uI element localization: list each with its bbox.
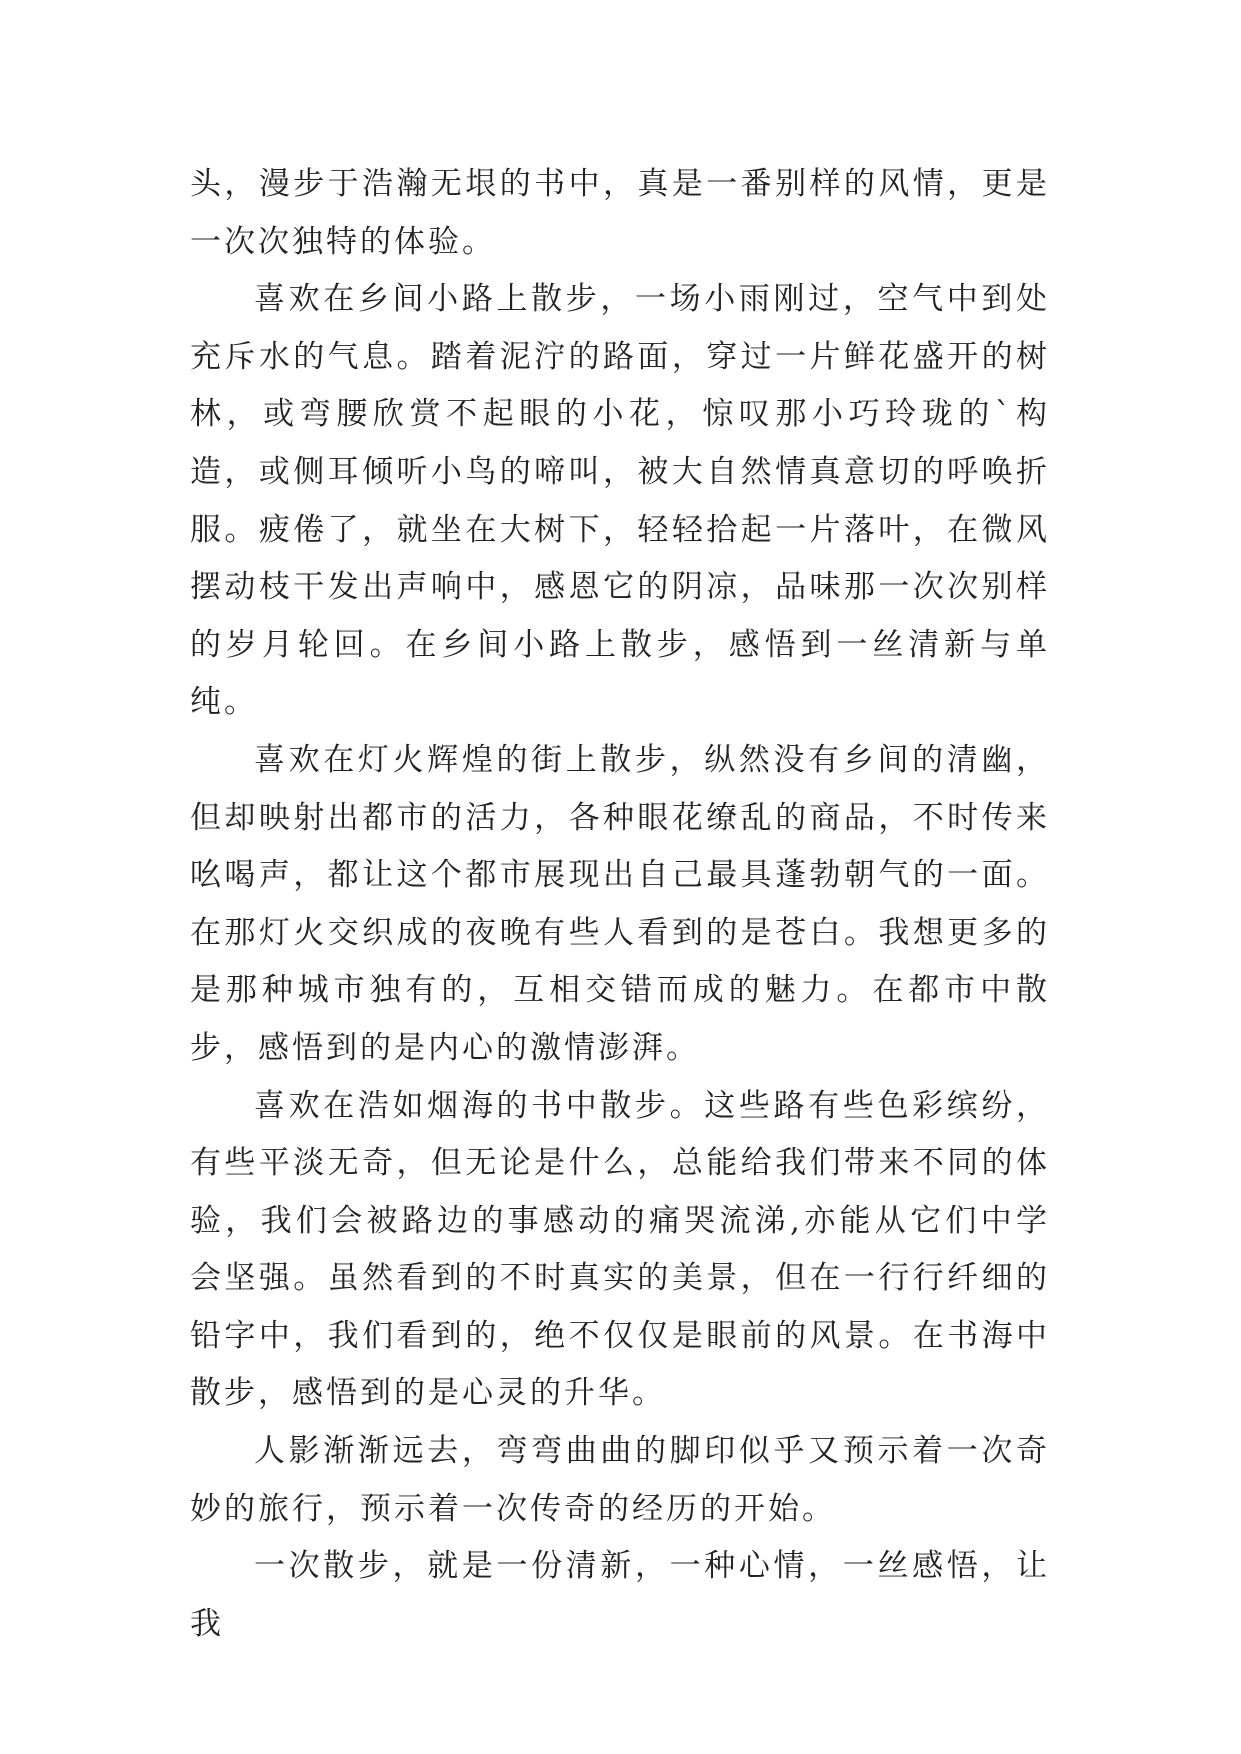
paragraph-walk-summary: 一次散步，就是一份清新，一种心情，一丝感悟，让我	[190, 1548, 1050, 1642]
paragraph-continuation: 头，漫步于浩瀚无垠的书中，真是一番别样的风情，更是一次次独特的体验。	[190, 166, 1050, 260]
paragraph-books: 喜欢在浩如烟海的书中散步。这些路有些色彩缤纷，有些平淡无奇，但无论是什么，总能给我们带来不同的体验，我们会被路边的事感动的痛哭流涕,亦能从它们中学会坚强。虽然看到的不时真实的美景，但在一行行纤细的铅字中，我们看到的，绝不仅仅是眼前的风景。在书海中散步，感悟到的是心灵的升华。	[190, 1087, 1050, 1412]
paragraph-footprints: 人影渐渐远去，弯弯曲曲的脚印似乎又预示着一次奇妙的旅行，预示着一次传奇的经历的开始。	[190, 1433, 1050, 1527]
paragraph-city-street: 喜欢在灯火辉煌的街上散步，纵然没有乡间的清幽，但却映射出都市的活力，各种眼花缭乱的商品，不时传来吆喝声，都让这个都市展现出自己最具蓬勃朝气的一面。在那灯火交织成的夜晚有些人看到的是苍白。我想更多的是那种城市独有的，互相交错而成的魅力。在都市中散步，感悟到的是内心的激情澎湃。	[190, 741, 1050, 1066]
document-body	[190, 156, 1050, 1653]
paragraph-country-road: 喜欢在乡间小路上散步，一场小雨刚过，空气中到处充斥水的气息。踏着泥泞的路面，穿过一片鲜花盛开的树林，或弯腰欣赏不起眼的小花，惊叹那小巧玲珑的`构造，或侧耳倾听小鸟的啼叫，被大自然情真意切的呼唤折服。疲倦了，就坐在大树下，轻轻拾起一片落叶，在微风摆动枝干发出声响中，感恩它的阴凉，品味那一次次别样的岁月轮回。在乡间小路上散步，感悟到一丝清新与单纯。	[190, 281, 1050, 721]
